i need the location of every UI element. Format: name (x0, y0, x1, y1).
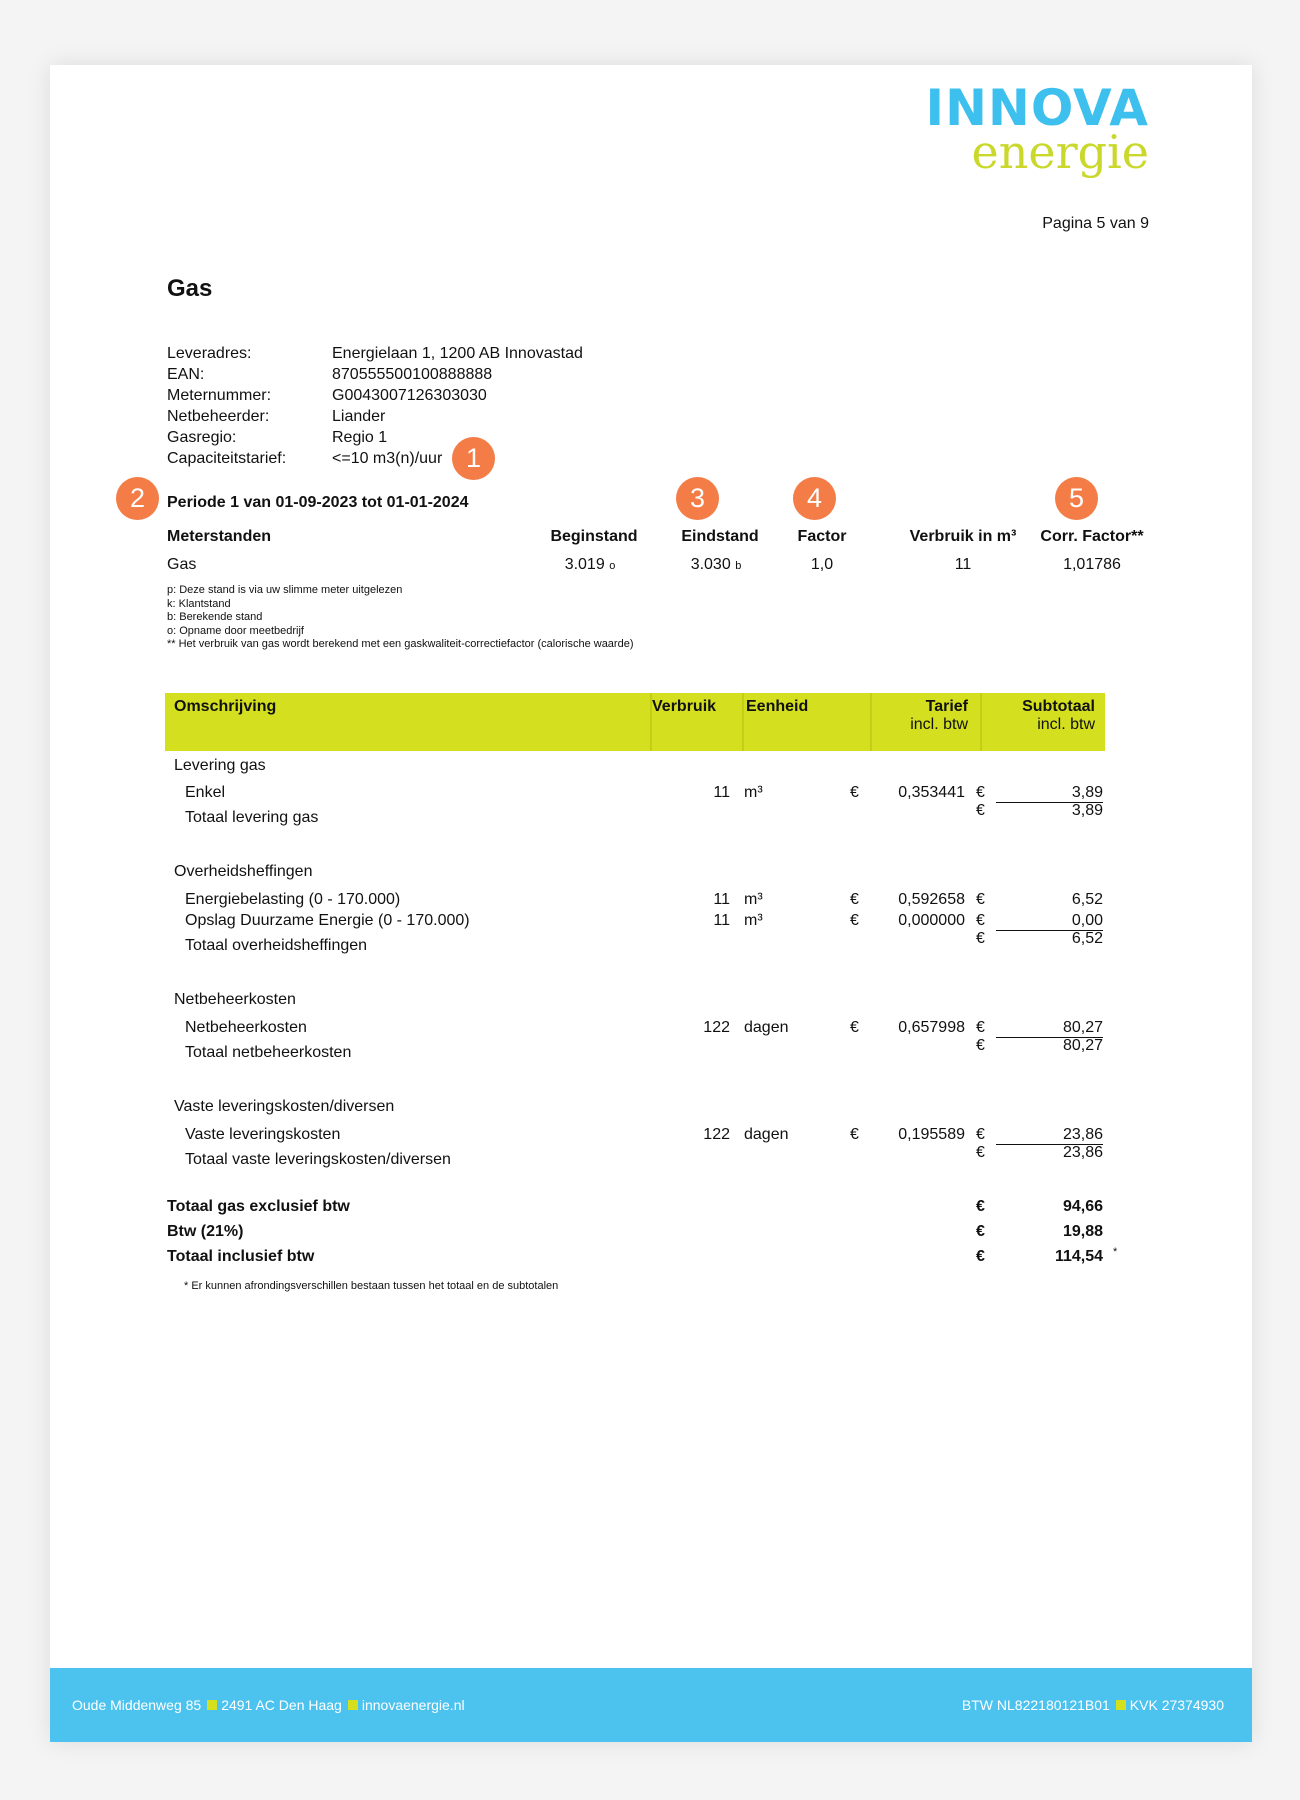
group-title: Levering gas (174, 757, 266, 774)
meter-row-begin (530, 556, 650, 574)
row-rate: 0,000000 (898, 912, 965, 929)
meter-note: ** Het verbruik van gas wordt berekend met een gaskwaliteit-correctiefactor (calorische waarde) (167, 638, 634, 650)
total-excl-amount: 94,66 (1062, 1198, 1103, 1215)
header-tarief-sub: incl. btw (910, 716, 968, 733)
total-asterisk: * (1113, 1246, 1118, 1258)
meter-header-corr-factor: Corr. Factor** (1040, 528, 1144, 545)
footer-separator (348, 1700, 358, 1710)
row-unit: dagen (744, 1126, 789, 1143)
info-label: Meternummer: (167, 387, 272, 404)
row-currency: € (850, 912, 859, 929)
header-omschrijving: Omschrijving (174, 698, 277, 715)
info-value: 870555500100888888 (332, 366, 493, 383)
row-unit: m³ (744, 912, 763, 929)
row-amount: 80,27 (996, 1019, 1103, 1038)
info-value: Energielaan 1, 1200 AB Innovastad (332, 345, 583, 362)
row-amount: 0,00 (996, 912, 1103, 931)
row-currency: € (976, 784, 985, 801)
row-qty: 122 (703, 1019, 730, 1036)
info-label: Leveradres: (167, 345, 252, 362)
group-total-amount: 80,27 (1062, 1037, 1103, 1054)
group-total-amount: 3,89 (1071, 802, 1103, 819)
total-currency: € (976, 1248, 985, 1265)
group-total-currency: € (976, 1144, 985, 1161)
footer-separator (207, 1700, 217, 1710)
meter-header-verbruik: Verbruik in m³ (909, 528, 1017, 545)
group-total-label: Totaal levering gas (185, 809, 319, 826)
footer-bar (50, 1668, 1252, 1742)
meter-header-beginstand: Beginstand (550, 528, 638, 545)
group-total-currency: € (976, 1037, 985, 1054)
row-rate: 0,592658 (898, 891, 965, 908)
row-rate: 0,657998 (898, 1019, 965, 1036)
meter-note: o: Opname door meetbedrijf (167, 624, 304, 637)
footer-right (962, 1697, 1224, 1713)
meter-row-name: Gas (167, 556, 197, 573)
eind-code: b (735, 560, 742, 572)
info-labels (167, 343, 286, 469)
meter-notes (167, 584, 634, 652)
row-currency: € (976, 1126, 985, 1143)
footer-left (72, 1697, 465, 1713)
footer-postcode: 2491 AC Den Haag (221, 1697, 342, 1713)
header-verbruik: Verbruik (652, 698, 717, 715)
header-subtotaal (1022, 698, 1095, 734)
info-label: Capaciteitstarief: (167, 450, 287, 467)
header-eenheid: Eenheid (746, 698, 809, 715)
marker-badge-5: 5 (1055, 477, 1098, 520)
total-incl-label: Totaal inclusief btw (167, 1248, 315, 1265)
info-value: Regio 1 (332, 429, 388, 446)
row-qty: 122 (703, 1126, 730, 1143)
row-currency: € (850, 1019, 859, 1036)
info-value: Liander (332, 408, 386, 425)
row-desc: Opslag Duurzame Energie (0 - 170.000) (185, 912, 470, 929)
row-qty: 11 (713, 784, 730, 801)
total-currency: € (976, 1198, 985, 1215)
info-label: Gasregio: (167, 429, 237, 446)
row-currency: € (850, 784, 859, 801)
row-qty: 11 (713, 912, 730, 929)
meter-header-eindstand: Eindstand (681, 528, 759, 545)
row-currency: € (976, 1019, 985, 1036)
section-title: Gas (167, 275, 213, 302)
meter-header-factor: Factor (797, 528, 847, 545)
row-unit: m³ (744, 784, 763, 801)
marker-badge-3: 3 (676, 477, 719, 520)
row-amount: 3,89 (996, 784, 1103, 803)
row-unit: m³ (744, 891, 763, 908)
meter-header-meterstanden: Meterstanden (167, 528, 272, 545)
row-rate: 0,195589 (898, 1126, 965, 1143)
row-currency: € (850, 891, 859, 908)
info-label: Netbeheerder: (167, 408, 270, 425)
innova-energie-logo (925, 79, 1149, 179)
row-desc: Vaste leveringskosten (185, 1126, 341, 1143)
btw-amount: 19,88 (1062, 1223, 1103, 1240)
meter-note: b: Berekende stand (167, 611, 263, 623)
marker-badge-4: 4 (793, 477, 836, 520)
meter-row-eind (656, 556, 776, 574)
header-subtotaal-sub: incl. btw (1037, 716, 1095, 733)
footer-address: Oude Middenweg 85 (72, 1697, 202, 1713)
rounding-note: * Er kunnen afrondingsverschillen bestaan tussen het totaal en de subtotalen (184, 1280, 559, 1292)
periode-label: Periode 1 van 01-09-2023 tot 01-01-2024 (167, 494, 469, 511)
row-desc: Enkel (185, 784, 226, 801)
info-value: G0043007126303030 (332, 387, 487, 404)
footer-btw: BTW NL822180121B01 (961, 1697, 1110, 1713)
meter-note: p: Deze stand is via uw slimme meter uitgelezen (167, 584, 403, 596)
group-total-currency: € (976, 930, 985, 947)
meter-row-corr: 1,01786 (1063, 556, 1121, 573)
header-divider (742, 693, 744, 751)
info-label: EAN: (167, 366, 205, 383)
logo-innova: INNOVA (925, 79, 1149, 137)
begin-value: 3.019 (564, 556, 605, 573)
row-rate: 0,353441 (898, 784, 965, 801)
meter-note: k: Klantstand (167, 597, 231, 610)
total-incl-amount: 114,54 (1054, 1248, 1103, 1265)
row-currency: € (976, 891, 985, 908)
row-desc: Netbeheerkosten (185, 1019, 307, 1036)
footer-kvk: KVK 27374930 (1129, 1697, 1224, 1713)
header-tarief (910, 698, 968, 734)
btw-label: Btw (21%) (167, 1223, 244, 1240)
begin-code: o (609, 560, 616, 572)
total-currency: € (976, 1223, 985, 1240)
group-title: Vaste leveringskosten/diversen (174, 1098, 395, 1115)
row-currency: € (976, 912, 985, 929)
footer-website-link[interactable]: innovaenergie.nl (361, 1697, 465, 1713)
marker-badge-1: 1 (452, 437, 495, 480)
eind-value: 3.030 (690, 556, 731, 573)
group-title: Overheidsheffingen (174, 863, 313, 880)
header-tarief-label: Tarief (925, 698, 968, 715)
row-desc: Energiebelasting (0 - 170.000) (185, 891, 401, 908)
group-total-currency: € (976, 802, 985, 819)
group-total-amount: 23,86 (1062, 1144, 1103, 1161)
row-currency: € (850, 1126, 859, 1143)
row-qty: 11 (713, 891, 730, 908)
invoice-page (50, 65, 1252, 1742)
info-value: <=10 m3(n)/uur (332, 450, 443, 467)
row-unit: dagen (744, 1019, 789, 1036)
meter-row-factor: 1,0 (810, 556, 834, 573)
header-divider (870, 693, 872, 751)
total-excl-label: Totaal gas exclusief btw (167, 1198, 350, 1215)
header-subtotaal-label: Subtotaal (1022, 698, 1095, 715)
meter-row-verbruik: 11 (954, 556, 972, 573)
row-amount: 23,86 (996, 1126, 1103, 1145)
group-total-amount: 6,52 (1071, 930, 1103, 947)
group-total-label: Totaal overheidsheffingen (185, 937, 368, 954)
cost-table-header (165, 693, 1105, 751)
header-divider (980, 693, 982, 751)
row-amount: 6,52 (1071, 891, 1103, 908)
group-total-label: Totaal netbeheerkosten (185, 1044, 352, 1061)
footer-separator (1116, 1700, 1126, 1710)
page-indicator: Pagina 5 van 9 (1042, 215, 1149, 232)
group-title: Netbeheerkosten (174, 991, 296, 1008)
group-total-label: Totaal vaste leveringskosten/diversen (185, 1151, 451, 1168)
logo-energie: energie (971, 125, 1149, 179)
marker-badge-2: 2 (116, 477, 159, 520)
